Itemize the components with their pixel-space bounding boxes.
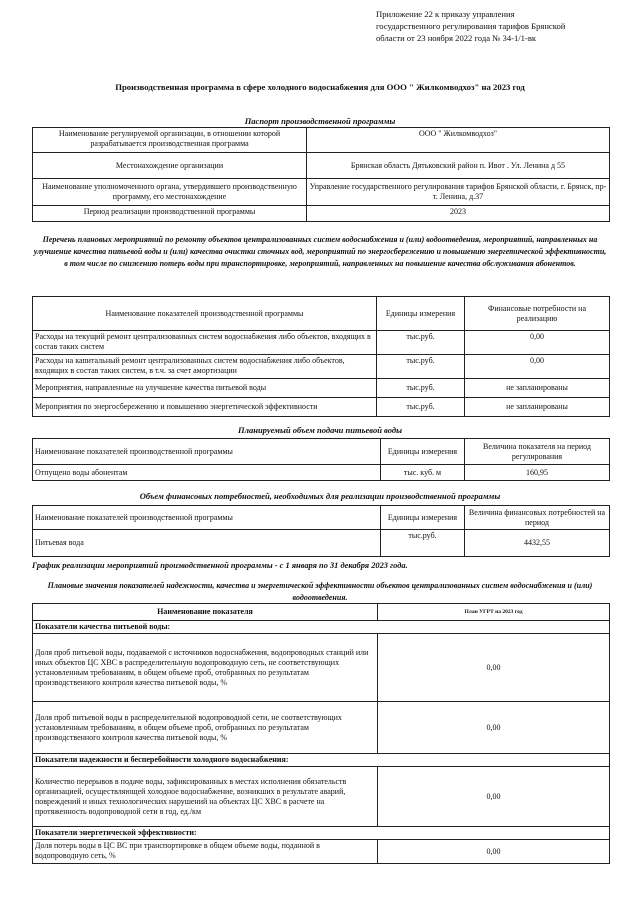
value-cell: 160,95 — [465, 465, 610, 481]
unit-cell: тыс.руб. — [381, 530, 465, 557]
passport-label: Местонахождение организации — [33, 153, 307, 179]
value-cell: 0,00 — [378, 702, 610, 754]
value-cell: 0,00 — [378, 767, 610, 827]
indicator-name: Доля потерь воды в ЦС ВС при транспортировке в общем объеме воды, поданной в водопроводную сеть, % — [33, 840, 378, 864]
column-header: Величина показателя на период регулирования — [465, 439, 610, 465]
table-row — [33, 128, 610, 153]
value-cell: 0,00 — [378, 840, 610, 864]
indicator-name: Количество перерывов в подаче воды, зафиксированных в местах исполнения обязательств организацией, осуществляющей холодное водоснабжение, возникших в результате аварий, повреждений и иных технологических нарушений на объектах ЦС ХВС в расчете на протяженность водопроводной сети в год, ед./км — [33, 767, 378, 827]
column-header: Финансовые потребности на реализацию — [465, 297, 610, 331]
passport-label: Период реализации производственной программы — [33, 206, 307, 222]
unit-cell: тыс.руб. — [377, 398, 465, 417]
value-cell: не запланированы — [465, 379, 610, 398]
indicators-table — [32, 603, 610, 864]
section-row — [33, 754, 610, 767]
appendix-line-1: Приложение 22 к приказу управления — [376, 9, 515, 19]
indicator-name: Расходы на капитальный ремонт централизованных систем водоснабжения либо объектов, входящих в состав таких систем, в т.ч. за счет амортизации — [33, 355, 377, 379]
column-header: Единицы измерения — [381, 439, 465, 465]
column-header: Величина финансовых потребностей на период — [465, 506, 610, 530]
column-header: Единицы измерения — [381, 506, 465, 530]
table-row — [33, 206, 610, 222]
indicator-name: Доля проб питьевой воды в распределительной водопроводной сети, не соответствующих установленным требованиям, в общем объеме проб, отобранных по результатам производственного контроля качества питьевой воды, % — [33, 702, 378, 754]
table-row — [33, 840, 610, 864]
table-row — [33, 153, 610, 179]
measures-paragraph: Перечень плановых мероприятий по ремонту объектов централизованных систем водоснабжения и (или) водоотведения, мероприятий, направленных на улучшение качества питьевой воды и (или) качества очистки сточных вод, мероприятий по энергосбережению и повышению энергетической эффективности, в том числе по снижению потерь воды при транспортировке, мероприятий, направленных на повышение качества обслуживания абонентов. — [33, 235, 607, 268]
table-row — [33, 179, 610, 206]
table-header-row — [33, 439, 610, 465]
passport-table — [32, 127, 610, 222]
section-title: Показатели качества питьевой воды: — [33, 621, 610, 634]
table-row — [33, 634, 610, 702]
indicator-name: Мероприятия, направленные на улучшение качества питьевой воды — [33, 379, 377, 398]
value-cell: не запланированы — [465, 398, 610, 417]
table-row — [33, 355, 610, 379]
column-header: Наименование показателей производственной программы — [33, 297, 377, 331]
finance-table — [32, 505, 610, 557]
table-header-row — [33, 297, 610, 331]
column-header: Наименование показателя — [33, 604, 378, 621]
unit-cell: тыс.руб. — [377, 379, 465, 398]
reliability-heading: Плановые значения показателей надежности, качества и энергетической эффективности объектов централизованных систем водоснабжения и (или) водоотведения. — [47, 581, 593, 602]
appendix-line-2: государственного регулирования тарифов Брянской — [376, 21, 566, 31]
section-title: Показатели надежности и бесперебойности холодного водоснабжения: — [33, 754, 610, 767]
table-row — [33, 702, 610, 754]
measures-table — [32, 296, 610, 417]
passport-label: Наименование регулируемой организации, в отношении которой разрабатывается производственная программа — [33, 128, 307, 153]
appendix-note — [376, 8, 626, 44]
unit-cell: тыс.руб. — [377, 331, 465, 355]
value-cell: 0,00 — [465, 355, 610, 379]
section-row — [33, 621, 610, 634]
indicator-name: Расходы на текущий ремонт централизованных систем водоснабжения либо объектов, входящих в состав таких систем — [33, 331, 377, 355]
unit-cell: тыс. куб. м — [381, 465, 465, 481]
table-row — [33, 379, 610, 398]
column-header: Наименование показателей производственной программы — [33, 439, 381, 465]
indicator-name: Доля проб питьевой воды, подаваемой с источников водоснабжения, водопроводных станций или иных объектов ЦС ХВС в распределительную водопроводную сеть, не соответствующих установленным требованиям, в общем объеме проб, отобранных по результатам производственного контроля качества питьевой воды, % — [33, 634, 378, 702]
table-header-row — [33, 506, 610, 530]
passport-heading: Паспорт производственной программы — [244, 116, 396, 126]
table-row — [33, 465, 610, 481]
value-cell: 4432,55 — [465, 530, 610, 557]
column-header: Единицы измерения — [377, 297, 465, 331]
table-row — [33, 767, 610, 827]
finance-heading: Объем финансовых потребностей, необходимых для реализации производственной программы — [139, 491, 501, 501]
supply-table — [32, 438, 610, 481]
supply-heading: Планируемый объем подачи питьевой воды — [238, 425, 402, 435]
passport-value: Брянская область Дятьковский район п. Ивот . Ул. Ленина д 55 — [307, 153, 610, 179]
passport-label: Наименование уполномоченного органа, утвердившего производственную программу, его местонахождение — [33, 179, 307, 206]
indicator-name: Мероприятия по энергосбережению и повышению энергетической эффективности — [33, 398, 377, 417]
passport-value: 2023 — [307, 206, 610, 222]
unit-cell: тыс.руб. — [377, 355, 465, 379]
passport-value: Управление государственного регулирования тарифов Брянской области, г. Брянск, пр-т. Ленина, д.37 — [307, 179, 610, 206]
passport-value: ООО " Жилкомводхоз" — [307, 128, 610, 153]
value-cell: 0,00 — [378, 634, 610, 702]
table-header-row — [33, 604, 610, 621]
document-title: Производственная программа в сфере холодного водоснабжения для ООО " Жилкомводхоз" на 2023 год — [115, 82, 525, 92]
table-row — [33, 331, 610, 355]
indicator-name: Питьевая вода — [33, 530, 381, 557]
table-row — [33, 398, 610, 417]
section-row — [33, 827, 610, 840]
schedule-line: График реализации мероприятий производственной программы - с 1 января по 31 декабря 2023 года. — [32, 561, 408, 570]
column-header: План УГРТ на 2023 год — [378, 604, 610, 621]
column-header: Наименование показателей производственной программы — [33, 506, 381, 530]
section-title: Показатели энергетической эффективности: — [33, 827, 610, 840]
appendix-line-3: области от 23 ноября 2022 года № 34-1/1-вк — [376, 33, 537, 43]
value-cell: 0,00 — [465, 331, 610, 355]
indicator-name: Отпущено воды абонентам — [33, 465, 381, 481]
table-row — [33, 530, 610, 557]
